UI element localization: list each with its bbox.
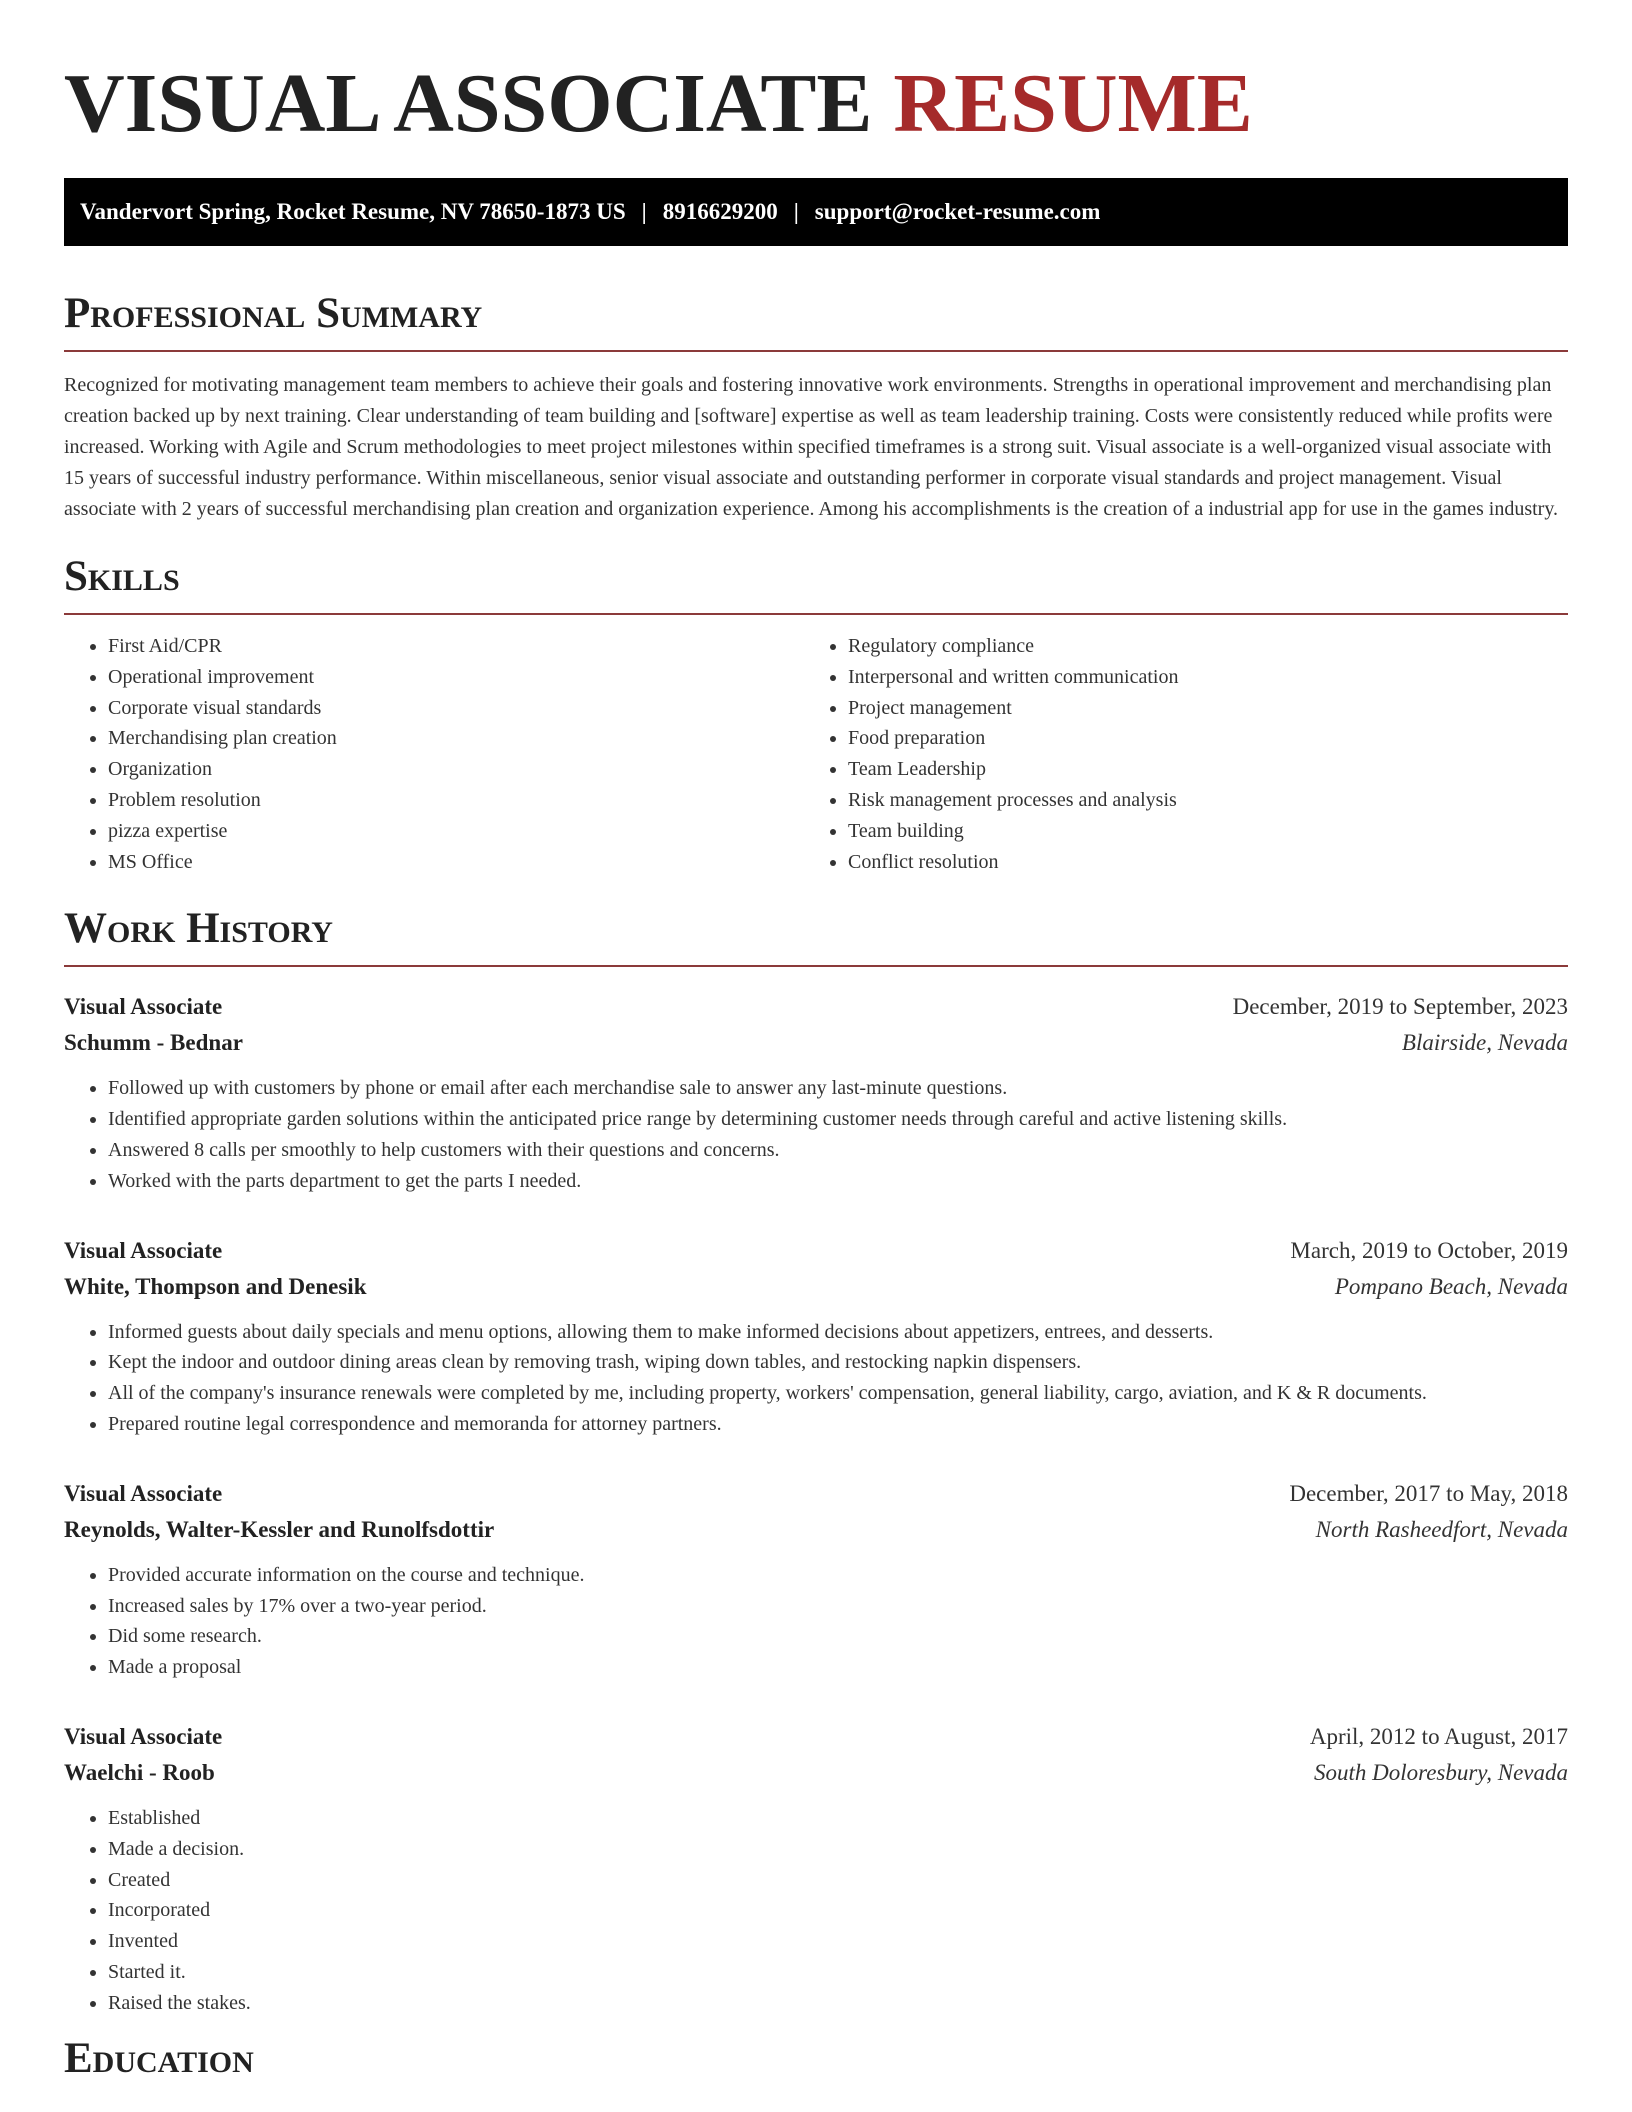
job-bullet: • Worked with the parts department to get the parts I needed. xyxy=(108,1166,1568,1197)
skill-item: • pizza expertise xyxy=(108,816,804,847)
job-header xyxy=(64,989,1568,1025)
job-location: South Doloresbury, Nevada xyxy=(1313,1759,1568,1785)
job-bullets xyxy=(64,1073,1568,1196)
section-title-summary: Professional Summary xyxy=(64,290,483,337)
skills-list xyxy=(64,631,1568,877)
job-role: Visual Associate xyxy=(64,1480,223,1506)
skills-column-left xyxy=(64,631,804,877)
job-bullet: • Started it. xyxy=(108,1957,1568,1988)
job-bullets xyxy=(64,1560,1568,1683)
job-bullet: • Prepared routine legal correspondence and memoranda for attorney partners. xyxy=(108,1409,1568,1440)
job-subheader xyxy=(64,1269,1568,1305)
job-bullet: • Made a decision. xyxy=(108,1834,1568,1865)
skill-item: • First Aid/CPR xyxy=(108,631,804,662)
job-bullets xyxy=(64,1803,1568,2019)
job-entry xyxy=(64,1719,1568,2019)
job-entry xyxy=(64,1233,1568,1440)
job-company: Reynolds, Walter-Kessler and Runolfsdottir xyxy=(64,1516,495,1542)
skill-item: • Risk management processes and analysis xyxy=(848,785,1544,816)
job-bullet: • Incorporated xyxy=(108,1895,1568,1926)
skill-item: • Conflict resolution xyxy=(848,847,1544,878)
job-dates: April, 2012 to August, 2017 xyxy=(1309,1723,1568,1749)
contact-email: support@rocket-resume.com xyxy=(814,199,1101,224)
job-bullet: • Created xyxy=(108,1865,1568,1896)
job-company: Schumm - Bednar xyxy=(64,1030,243,1056)
skill-item: • Food preparation xyxy=(848,723,1544,754)
skill-item: • Regulatory compliance xyxy=(848,631,1544,662)
skills-column-right xyxy=(804,631,1544,877)
skill-item: • Interpersonal and written communication xyxy=(848,662,1544,693)
job-bullet: • Followed up with customers by phone or email after each merchandise sale to answer any last-minute questions. xyxy=(108,1073,1568,1104)
job-dates: March, 2019 to October, 2019 xyxy=(1290,1237,1568,1263)
job-bullets xyxy=(64,1317,1568,1440)
summary-text: Recognized for motivating management team members to achieve their goals and fostering innovative work environments. Strengths in operational improvement and merchandising plan creation backed up by next training. Clear understanding of team building and [software] expertise as well as team leadership training. Costs were consistently reduced while profits were increased. Working with Agile and Scrum methodologies to meet project milestones within specified timeframes is a strong suit. Visual associate is a well-organized visual associate with 15 years of successful industry performance. Within miscellaneous, senior visual associate and outstanding performer in corporate visual standards and project management. Visual associate with 2 years of successful merchandising plan creation and organization experience. Among his accomplishments is the creation of a industrial app for use in the games industry. xyxy=(64,374,1559,520)
job-subheader xyxy=(64,1025,1568,1061)
skill-item: • Problem resolution xyxy=(108,785,804,816)
section-divider xyxy=(64,965,1568,967)
resume-title xyxy=(64,0,1568,150)
job-header xyxy=(64,1233,1568,1269)
contact-separator: | xyxy=(793,199,799,224)
title-job-name: VISUAL ASSOCIATE xyxy=(64,57,873,150)
job-bullet: • Raised the stakes. xyxy=(108,1988,1568,2019)
job-bullet: • Informed guests about daily specials and menu options, allowing them to make informed decisions about appetizers, entrees, and desserts. xyxy=(108,1317,1568,1348)
job-header xyxy=(64,1719,1568,1755)
skill-item: • Operational improvement xyxy=(108,662,804,693)
job-bullet: • Made a proposal xyxy=(108,1652,1568,1683)
job-bullet: • Invented xyxy=(108,1926,1568,1957)
job-location: Pompano Beach, Nevada xyxy=(1334,1273,1568,1299)
job-bullet: • Increased sales by 17% over a two-year period. xyxy=(108,1591,1568,1622)
job-header xyxy=(64,1476,1568,1512)
contact-address: Vandervort Spring, Rocket Resume, NV 78650-1873 US xyxy=(80,199,626,224)
job-bullet: • Provided accurate information on the course and technique. xyxy=(108,1560,1568,1591)
job-role: Visual Associate xyxy=(64,994,223,1020)
contact-bar xyxy=(64,178,1568,246)
skill-item: • MS Office xyxy=(108,847,804,878)
job-location: North Rasheedfort, Nevada xyxy=(1315,1516,1568,1542)
job-bullet: • Answered 8 calls per smoothly to help customers with their questions and concerns. xyxy=(108,1135,1568,1166)
skill-item: • Project management xyxy=(848,693,1544,724)
skill-item: • Team building xyxy=(848,816,1544,847)
job-location: Blairside, Nevada xyxy=(1401,1030,1568,1056)
job-bullet: • Kept the indoor and outdoor dining areas clean by removing trash, wiping down tables, and restocking napkin dispensers. xyxy=(108,1347,1568,1378)
job-dates: December, 2017 to May, 2018 xyxy=(1289,1480,1568,1506)
job-entry xyxy=(64,1476,1568,1683)
skill-item: • Corporate visual standards xyxy=(108,693,804,724)
section-divider xyxy=(64,350,1568,352)
skill-item: • Merchandising plan creation xyxy=(108,723,804,754)
job-subheader xyxy=(64,1755,1568,1791)
job-bullet: • Did some research. xyxy=(108,1621,1568,1652)
skill-item: • Organization xyxy=(108,754,804,785)
job-bullet: • All of the company's insurance renewals were completed by me, including property, workers' compensation, general liability, cargo, aviation, and K & R documents. xyxy=(108,1378,1568,1409)
job-dates: December, 2019 to September, 2023 xyxy=(1232,994,1568,1020)
section-divider xyxy=(64,613,1568,615)
job-subheader xyxy=(64,1512,1568,1548)
resume-page xyxy=(64,0,1568,2083)
job-bullet: • Identified appropriate garden solutions within the anticipated price range by determining customer needs through careful and active listening skills. xyxy=(108,1104,1568,1135)
job-role: Visual Associate xyxy=(64,1723,223,1749)
job-company: Waelchi - Roob xyxy=(64,1759,215,1785)
title-resume-word: RESUME xyxy=(893,57,1253,150)
section-title-work-history: Work History xyxy=(64,905,333,953)
job-company: White, Thompson and Denesik xyxy=(64,1273,367,1299)
section-title-skills: Skills xyxy=(64,553,180,600)
contact-phone: 8916629200 xyxy=(662,199,778,224)
job-role: Visual Associate xyxy=(64,1237,223,1263)
section-title-education: Education xyxy=(64,2034,254,2082)
contact-separator: | xyxy=(641,199,647,224)
job-bullet: • Established xyxy=(108,1803,1568,1834)
job-entry xyxy=(64,989,1568,1196)
skill-item: • Team Leadership xyxy=(848,754,1544,785)
